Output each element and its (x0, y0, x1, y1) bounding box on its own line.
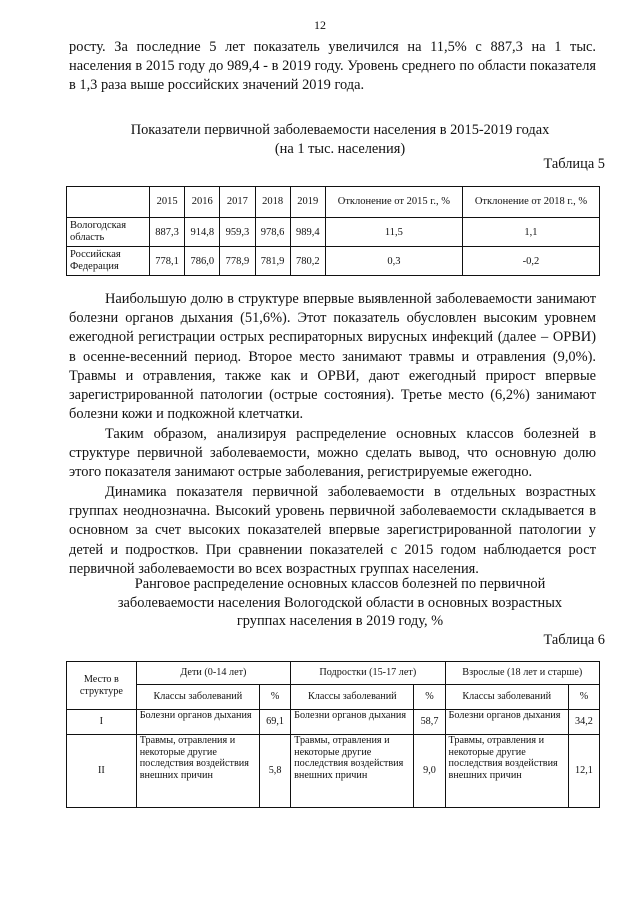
pct-cell: 5,8 (260, 735, 291, 808)
header-cell: 2015 (150, 187, 185, 218)
class-cell: Болезни органов дыхания (136, 710, 259, 735)
rank-cell: I (67, 710, 137, 735)
cell: 778,9 (220, 247, 255, 276)
cell: 786,0 (185, 247, 220, 276)
table-row (67, 218, 600, 247)
rank-cell: II (67, 735, 137, 808)
cell: 978,6 (255, 218, 290, 247)
cell: 1,1 (462, 218, 599, 247)
header-group-children: Дети (0-14 лет) (136, 662, 290, 685)
paragraph-intro: росту. За последние 5 лет показатель увеличился на 11,5% с 887,3 на 1 тыс. населения в 2015 году до 989,4 - в 2019 году. Уровень среднего по области показателя в 1,3 раза выше российских значений 2019 года. (69, 39, 596, 94)
header-cell: Отклонение от 2015 г., % (325, 187, 462, 218)
header-group-adults: Взрослые (18 лет и старше) (445, 662, 599, 685)
row-label: Вологодская область (67, 218, 150, 247)
table-6 (66, 661, 600, 808)
header-cell: 2018 (255, 187, 290, 218)
table-row (67, 735, 600, 808)
table5-caption (60, 121, 620, 158)
cell: 780,2 (290, 247, 325, 276)
table-header-row (67, 662, 600, 685)
paragraph-structure: Наибольшую долю в структуре впервые выявленной заболеваемости занимают болезни органов дыхания (51,6%). Этот показатель обусловлен высоким уровнем ежегодной регистрации острых респираторных вирусных инфекций (далее – ОРВИ) в осенне-весенний период. Второе место занимают травмы и отравления (9,0%). Травмы и отравления, также как и ОРВИ, дают ежегодный прирост впервые зарегистрированной патологии (острые состояния). Третье место (6,2%) занимают болезни кожи и подкожной клетчатки. (69, 291, 596, 423)
class-cell: Травмы, отравления и некоторые другие последствия воздействия внешних причин (136, 735, 259, 808)
table-subheader-row (67, 685, 600, 710)
table6-caption (60, 575, 620, 631)
class-cell: Травмы, отравления и некоторые другие последствия воздействия внешних причин (291, 735, 414, 808)
pct-cell: 58,7 (414, 710, 445, 735)
table6-caption-line: группах населения в 2019 году, % (236, 613, 444, 629)
subheader-pct: % (260, 685, 291, 710)
class-cell: Болезни органов дыхания (445, 710, 568, 735)
pct-cell: 12,1 (568, 735, 599, 808)
table5-label: Таблица 5 (543, 156, 605, 172)
table-5 (66, 186, 600, 276)
cell: 959,3 (220, 218, 255, 247)
table6-caption-line: заболеваемости населения Вологодской области в основных возрастных (117, 594, 563, 611)
header-cell (67, 187, 150, 218)
subheader-pct: % (568, 685, 599, 710)
cell: 781,9 (255, 247, 290, 276)
cell: -0,2 (462, 247, 599, 276)
table-row (67, 710, 600, 735)
pct-cell: 9,0 (414, 735, 445, 808)
table6-label: Таблица 6 (543, 632, 605, 648)
row-label: Российская Федерация (67, 247, 150, 276)
table5-caption-line: (на 1 тыс. населения) (274, 140, 406, 157)
cell: 778,1 (150, 247, 185, 276)
class-cell: Травмы, отравления и некоторые другие последствия воздействия внешних причин (445, 735, 568, 808)
table6-caption-line: Ранговое распределение основных классов болезней по первичной (134, 576, 546, 592)
cell: 0,3 (325, 247, 462, 276)
cell: 989,4 (290, 218, 325, 247)
header-cell: 2016 (185, 187, 220, 218)
pct-cell: 34,2 (568, 710, 599, 735)
subheader-pct: % (414, 685, 445, 710)
table5-caption-line: Показатели первичной заболеваемости населения в 2015-2019 годах (130, 122, 550, 138)
cell: 11,5 (325, 218, 462, 247)
header-group-teens: Подростки (15-17 лет) (291, 662, 445, 685)
cell: 887,3 (150, 218, 185, 247)
header-place: Место в структуре (67, 662, 137, 710)
header-cell: 2019 (290, 187, 325, 218)
cell: 914,8 (185, 218, 220, 247)
header-cell: 2017 (220, 187, 255, 218)
class-cell: Болезни органов дыхания (291, 710, 414, 735)
paragraph-dynamics: Динамика показателя первичной заболеваемости в отдельных возрастных группах неоднозначна. Высокий уровень первичной заболеваемости складывается в основном за счет высоких показателей впервые зарегистрированной патологии у детей и подростков. При сравнении показателей с 2015 годом наблюдается рост первичной заболеваемости во всех возрастных группах населения. (69, 484, 596, 577)
header-cell: Отклонение от 2018 г., % (462, 187, 599, 218)
subheader-class: Классы заболеваний (291, 685, 414, 710)
page-number: 12 (314, 18, 326, 32)
paragraph-conclusion: Таким образом, анализируя распределение основных классов болезней в структуре первичной заболеваемости, можно сделать вывод, что основную долю этого показателя занимают острые заболевания, регистрируемые ежегодно. (69, 426, 596, 481)
table-row (67, 247, 600, 276)
pct-cell: 69,1 (260, 710, 291, 735)
table-header-row (67, 187, 600, 218)
subheader-class: Классы заболеваний (136, 685, 259, 710)
subheader-class: Классы заболеваний (445, 685, 568, 710)
